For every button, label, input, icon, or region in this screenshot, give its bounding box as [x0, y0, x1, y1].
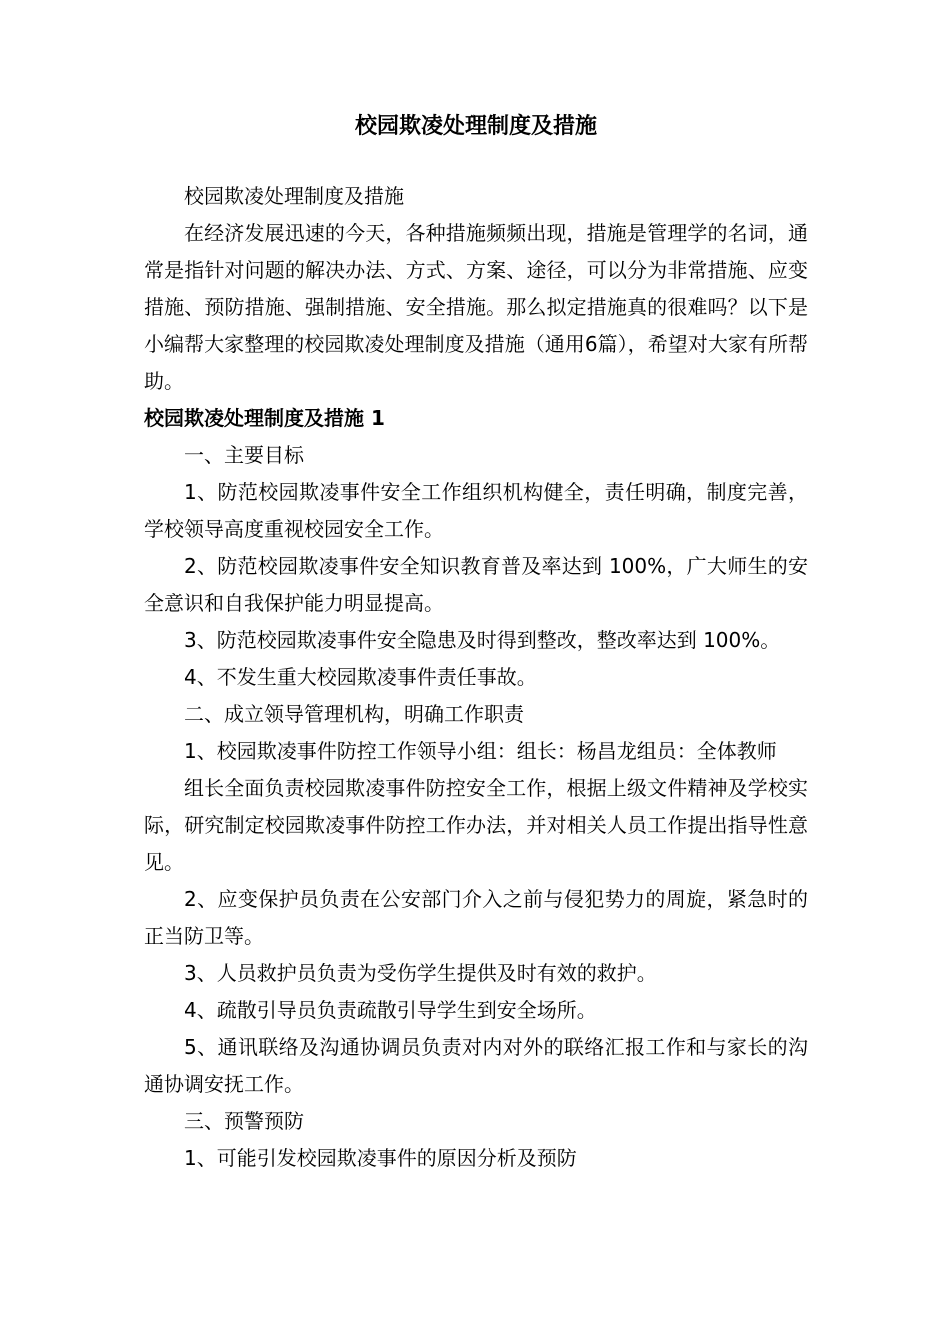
paragraph: 2、防范校园欺凌事件安全知识教育普及率达到 100%，广大师生的安全意识和自我保护能力明显提高。	[144, 554, 808, 615]
paragraph: 2、应变保护员负责在公安部门介入之前与侵犯势力的周旋，紧急时的正当防卫等。	[144, 887, 808, 948]
paragraph: 在经济发展迅速的今天，各种措施频频出现，措施是管理学的名词，通常是指针对问题的解决办法、方式、方案、途径，可以分为非常措施、应变措施、预防措施、强制措施、安全措施。那么拟定措施真的很难吗？以下是小编帮大家整理的校园欺凌处理制度及措施（通用6篇），希望对大家有所帮助。	[144, 221, 808, 393]
paragraph: 4、疏散引导员负责疏散引导学生到安全场所。	[184, 998, 597, 1022]
paragraph: 组长全面负责校园欺凌事件防控安全工作，根据上级文件精神及学校实际，研究制定校园欺凌事件防控工作办法，并对相关人员工作提出指导性意见。	[144, 776, 808, 874]
document-body	[144, 178, 808, 1177]
paragraph: 3、人员救护员负责为受伤学生提供及时有效的救护。	[184, 961, 657, 985]
section-heading: 校园欺凌处理制度及措施 1	[144, 406, 385, 430]
paragraph: 5、通讯联络及沟通协调员负责对内对外的联络汇报工作和与家长的沟通协调安抚工作。	[144, 1035, 808, 1096]
paragraph: 二、成立领导管理机构，明确工作职责	[184, 702, 524, 726]
paragraph: 1、可能引发校园欺凌事件的原因分析及预防	[184, 1146, 577, 1170]
paragraph: 1、校园欺凌事件防控工作领导小组：组长：杨昌龙组员：全体教师	[184, 739, 777, 763]
paragraph: 1、防范校园欺凌事件安全工作组织机构健全，责任明确，制度完善，学校领导高度重视校园安全工作。	[144, 480, 808, 541]
document-title: 校园欺凌处理制度及措施	[354, 114, 597, 139]
paragraph: 三、预警预防	[184, 1109, 304, 1133]
paragraph: 3、防范校园欺凌事件安全隐患及时得到整改，整改率达到 100%。	[184, 628, 781, 652]
paragraph: 4、不发生重大校园欺凌事件责任事故。	[184, 665, 537, 689]
paragraph: 一、主要目标	[184, 443, 304, 467]
paragraph: 校园欺凌处理制度及措施	[184, 184, 404, 208]
